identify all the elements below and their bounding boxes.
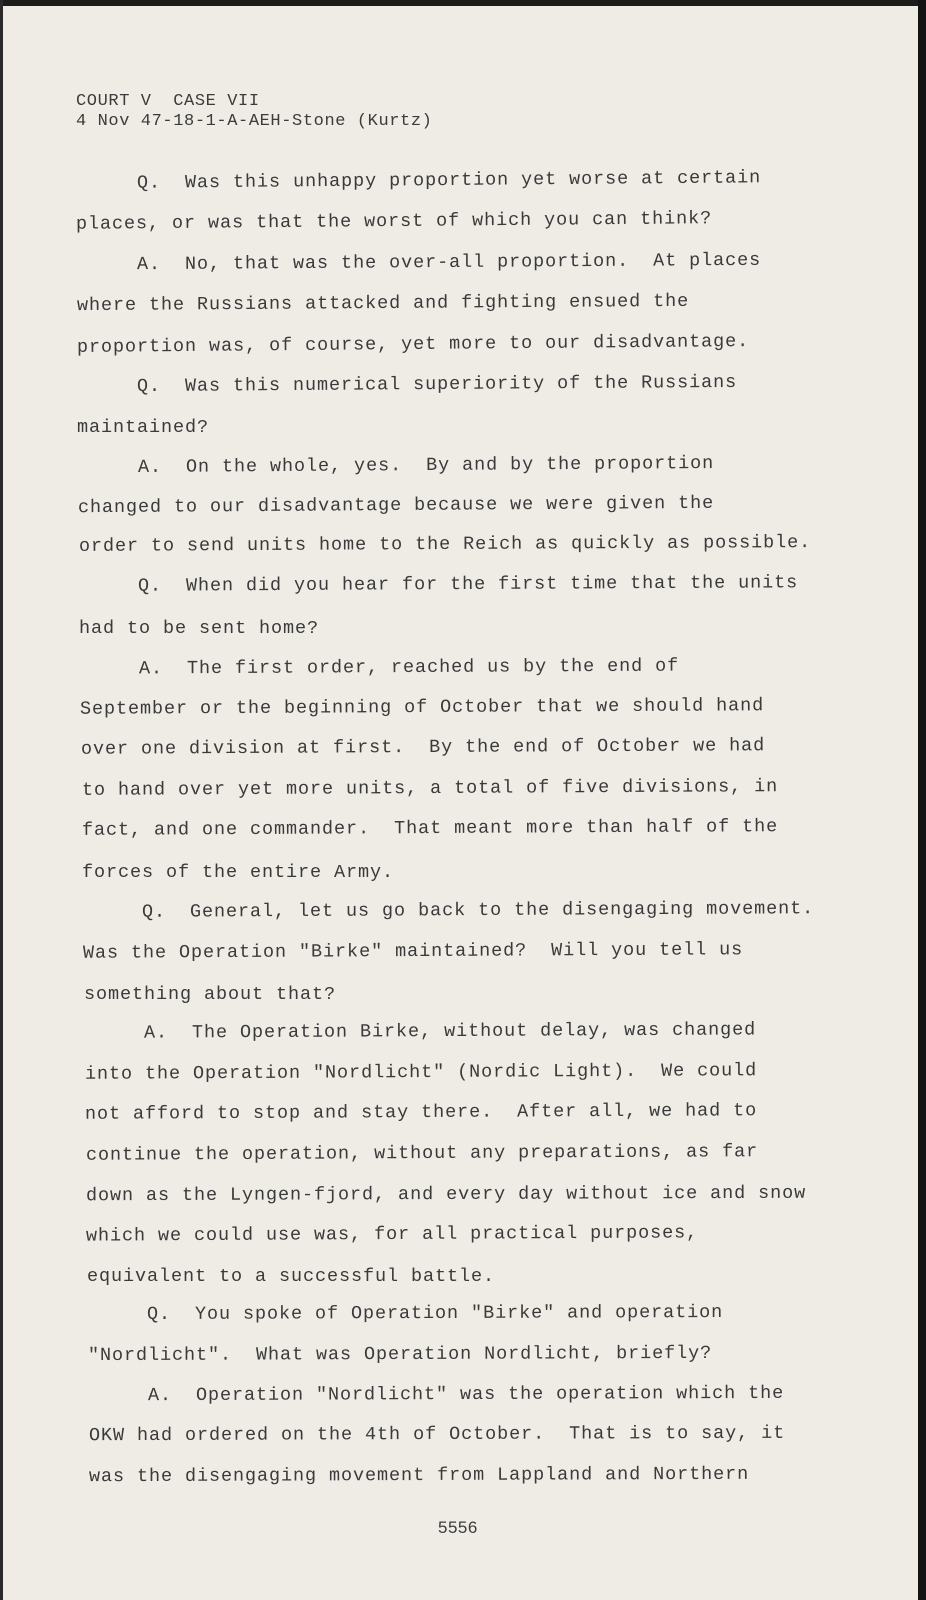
transcript-line: equivalent to a successful battle. (87, 1266, 496, 1287)
transcript-line: "Nordlicht". What was Operation Nordlicht, briefly? (87, 1342, 713, 1367)
transcript-line: down as the Lyngen-fjord, and every day without ice and snow (85, 1182, 807, 1207)
header-date-reference: 4 Nov 47-18-1-A-AEH-Stone (Kurtz) (76, 112, 433, 131)
transcript-line: forces of the entire Army. (82, 862, 395, 883)
transcript-line: over one division at first. By the end of October we had (80, 735, 766, 760)
transcript-line: A. No, that was the over-all proportion. At places (136, 249, 762, 276)
transcript-line: September or the beginning of October that we should hand (79, 695, 765, 720)
transcript-line: was the disengaging movement from Lappland and Northern (88, 1463, 750, 1488)
transcript-line: to hand over yet more units, a total of five divisions, in (81, 776, 779, 801)
transcript-line: into the Operation "Nordlicht" (Nordic Light). We could (84, 1060, 758, 1085)
page-number: 5556 (438, 1518, 478, 1537)
transcript-line: Q. General, let us go back to the disengaging movement. (141, 898, 815, 923)
transcript-line: something about that? (84, 984, 337, 1005)
transcript-line: A. On the whole, yes. By and by the proportion (137, 452, 715, 479)
transcript-line: A. The first order, reached us by the end of (138, 655, 680, 680)
document-header (76, 92, 432, 132)
transcript-line: Was the Operation "Birke" maintained? Will you tell us (82, 939, 744, 964)
transcript-line: Q. When did you hear for the first time that the units (137, 572, 799, 597)
transcript-line: not afford to stop and stay there. After all, we had to (84, 1100, 758, 1125)
transcript-line: proportion was, of course, yet more to our disadvantage. (76, 331, 750, 358)
transcript-line: changed to our disadvantage because we were given the (77, 492, 715, 519)
transcript-line: Q. Was this unhappy proportion yet worse at certain (136, 167, 762, 194)
transcript-line: Q. You spoke of Operation "Birke" and operation (146, 1301, 724, 1326)
transcript-line: OKW had ordered on the 4th of October. That is to say, it (88, 1422, 786, 1447)
transcript-line: maintained? (77, 417, 210, 438)
transcript-line: A. The Operation Birke, without delay, was changed (143, 1019, 757, 1044)
transcript-line: which we could use was, for all practical purposes, (85, 1222, 699, 1247)
scan-border-right (918, 0, 926, 1600)
transcript-line: order to send units home to the Reich as quickly as possible. (78, 532, 812, 557)
transcript-line: Q. Was this numerical superiority of the Russians (136, 371, 738, 398)
transcript-line: places, or was that the worst of which you can think? (75, 208, 713, 235)
transcript-line: continue the operation, without any preparations, as far (85, 1141, 759, 1166)
transcript-line: had to be sent home? (79, 618, 320, 639)
transcript-line: A. Operation "Nordlicht" was the operation which the (147, 1382, 785, 1407)
transcript-line: fact, and one commander. That meant more than half of the (81, 816, 779, 841)
transcript-line: where the Russians attacked and fighting ensued the (76, 290, 690, 317)
header-court-case: COURT V CASE VII (76, 92, 260, 111)
